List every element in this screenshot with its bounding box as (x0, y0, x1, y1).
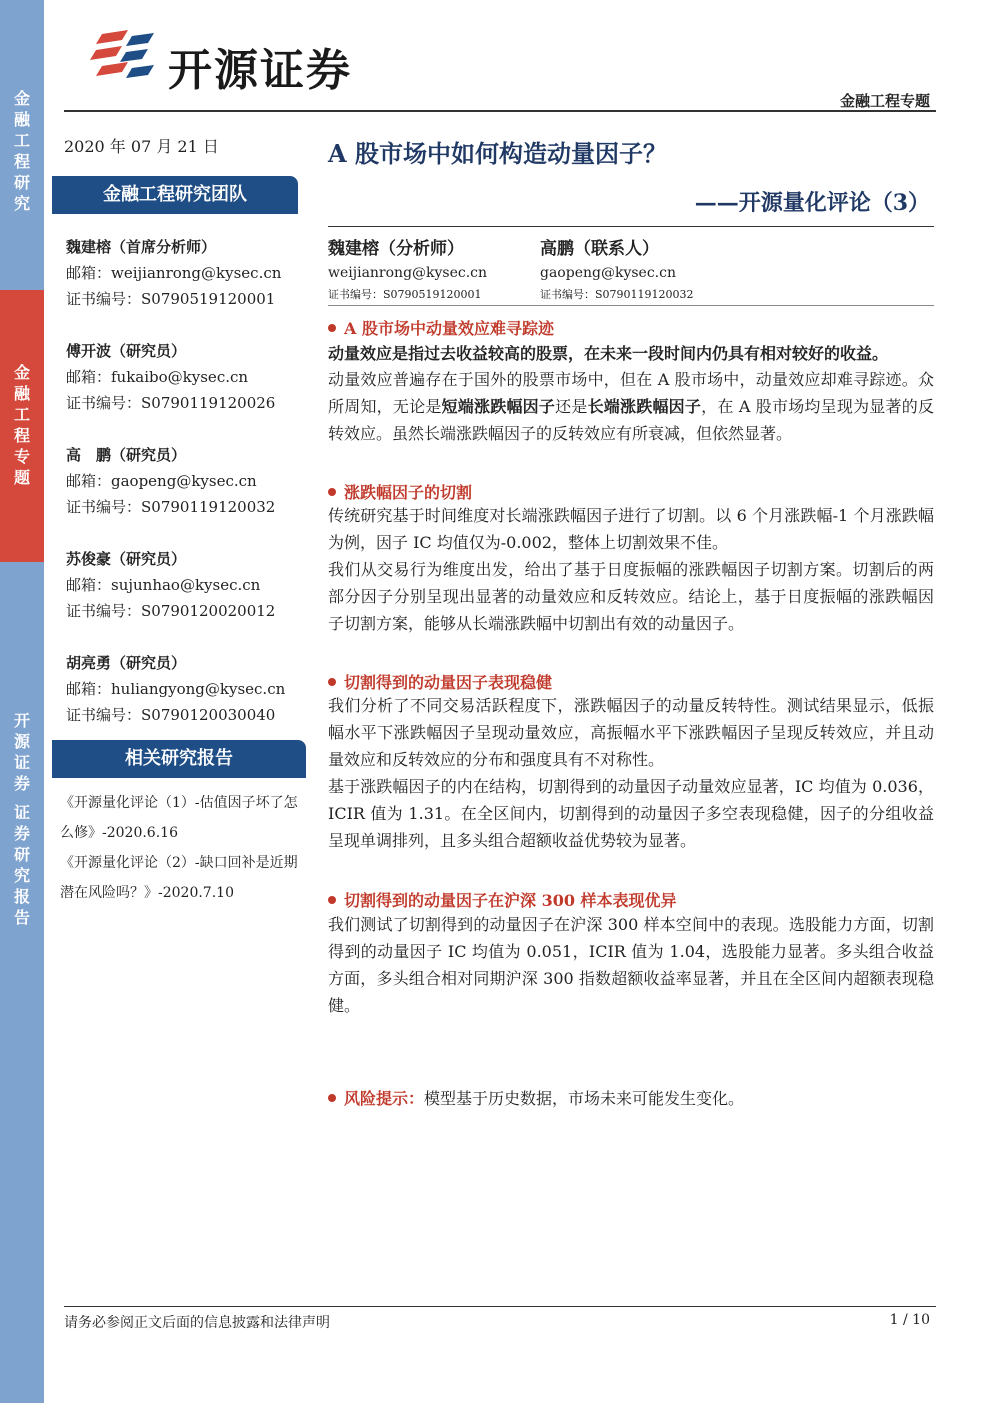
analyst-cert: 证书编号：S0790119120026 (66, 394, 276, 412)
bullet-dot-icon (328, 678, 336, 686)
analyst-card (66, 338, 275, 416)
highlight-term: 短端涨跌幅因子 (441, 397, 556, 416)
footer-disclaimer: 请务必参阅正文后面的信息披露和法律声明 (64, 1315, 330, 1331)
analyst-cert: 证书编号：S0790119120032 (66, 498, 276, 516)
section-paragraph: 动量效应普遍存在于国外的股票市场中，但在 A 股市场中，动量效应却难寻踪迹。众所周知，无论是短端涨跌幅因子还是长端涨跌幅因子，在 A 股市场均呈现为显著的反转效应。虽然长端涨跌幅因子的反转效应有所衰减，但依然显著。 (328, 370, 934, 443)
analyst-cert: 证书编号：S0790120020012 (66, 602, 276, 620)
report-date: 2020 年 07 月 21 日 (64, 137, 219, 156)
sidebar-block-brand (0, 562, 44, 1403)
author-name: 魏建榕（分析师） (328, 239, 464, 259)
team-banner: 金融工程研究团队 (52, 176, 298, 214)
header-divider (64, 110, 936, 112)
section-heading: 切割得到的动量因子在沪深 300 样本表现优异 (328, 888, 677, 911)
analyst-name: 魏建榕（首席分析师） (66, 238, 217, 256)
author-email[interactable]: weijianrong@kysec.cn (328, 265, 488, 281)
analyst-cert: 证书编号：S0790120030040 (66, 706, 276, 724)
related-report-link[interactable]: 《开源量化评论（1）-估值因子坏了怎么修》-2020.6.16 (60, 795, 298, 841)
section-heading: A 股市场中动量效应难寻踪迹 (328, 316, 554, 339)
section-paragraph: 我们测试了切割得到的动量因子在沪深 300 样本空间中的表现。选股能力方面，切割得到的动量因子 IC 均值为 0.051，ICIR 值为 1.04，选股能力显著。多头组合收益方面，多头组合相对同期沪深 300 指数超额收益率显著，并且在全区间内超额表现稳健。 (328, 915, 934, 1015)
footer-divider (64, 1306, 936, 1307)
sidebar-label-research: 金 融 工 程 研 究 (13, 89, 30, 213)
sidebar-block-topic (0, 290, 44, 562)
section-heading: 切割得到的动量因子表现稳健 (328, 670, 552, 693)
related-report-link[interactable]: 《开源量化评论（2）-缺口回补是近期潜在风险吗？》-2020.7.10 (60, 855, 298, 901)
section-heading: 涨跌幅因子的切割 (328, 480, 472, 503)
page-number: 1 / 10 (889, 1312, 930, 1328)
page-subtitle: ——开源量化评论（3） (694, 190, 930, 216)
analyst-name: 胡亮勇（研究员） (66, 654, 187, 672)
analyst-email[interactable]: 邮箱：sujunhao@kysec.cn (66, 576, 261, 594)
highlight-term: 长端涨跌幅因子 (587, 397, 702, 416)
sidebar-label-topic: 金 融 工 程 专 题 (13, 363, 30, 487)
bullet-dot-icon (328, 488, 336, 496)
author-cert: 证书编号：S0790519120001 (328, 288, 482, 301)
brand-logo-icon (88, 30, 160, 86)
risk-label: 风险提示： (344, 1089, 425, 1108)
section-paragraph: 传统研究基于时间维度对长端涨跌幅因子进行了切割。以 6 个月涨跌幅-1 个月涨跌幅为例，因子 IC 均值仅为-0.002，整体上切割效果不佳。 (328, 506, 934, 552)
analyst-card (66, 546, 275, 624)
author-block (328, 236, 487, 306)
section-paragraph: 基于涨跌幅因子的内在结构，切割得到的动量因子动量效应显著，IC 均值为 0.036，ICIR 值为 1.31。在全区间内，切割得到的动量因子多空表现稳健，因子的分组收益呈现单调排列，且多头组合超额收益优势较为显著。 (328, 777, 934, 850)
analyst-card (66, 234, 281, 312)
risk-note (328, 1086, 744, 1109)
author-email[interactable]: gaopeng@kysec.cn (540, 265, 676, 281)
analyst-name: 傅开波（研究员） (66, 342, 187, 360)
report-type-label: 金融工程专题 (839, 92, 930, 110)
bullet-dot-icon (328, 896, 336, 904)
analyst-card (66, 442, 275, 520)
author-name: 高鹏（联系人） (540, 239, 659, 259)
analyst-email[interactable]: 邮箱：gaopeng@kysec.cn (66, 472, 257, 490)
bullet-dot-icon (328, 1094, 336, 1102)
page-title: A 股市场中如何构造动量因子？ (328, 139, 667, 168)
analyst-cert: 证书编号：S0790519120001 (66, 290, 276, 308)
section-lead: 动量效应是指过去收益较高的股票，在未来一段时间内仍具有相对较好的收益。 (328, 344, 889, 363)
brand-name: 开源证券 (168, 45, 352, 96)
analyst-email[interactable]: 邮箱：weijianrong@kysec.cn (66, 264, 282, 282)
authors-divider (328, 305, 934, 306)
risk-text: 模型基于历史数据，市场未来可能发生变化。 (424, 1089, 745, 1108)
section-paragraph: 我们分析了不同交易活跃程度下，涨跌幅因子的动量反转特性。测试结果显示，低振幅水平下涨跌幅因子呈现动量效应，高振幅水平下涨跌幅因子呈现反转效应，并且动量效应和反转效应的分布和强度具有不对称性。 (328, 696, 934, 769)
analyst-name: 高 鹏（研究员） (66, 446, 187, 464)
analyst-email[interactable]: 邮箱：huliangyong@kysec.cn (66, 680, 286, 698)
related-reports-banner: 相关研究报告 (52, 740, 306, 778)
sidebar-block-research (0, 0, 44, 290)
author-cert: 证书编号：S0790119120032 (540, 288, 694, 301)
author-block (540, 236, 694, 306)
bullet-dot-icon (328, 324, 336, 332)
analyst-card (66, 650, 285, 728)
section-paragraph: 我们从交易行为维度出发，给出了基于日度振幅的涨跌幅因子切割方案。切割后的两部分因子分别呈现出显著的动量效应和反转效应。结论上，基于日度振幅的涨跌幅因子切割方案，能够从长端涨跌幅中切割出有效的动量因子。 (328, 560, 934, 633)
analyst-email[interactable]: 邮箱：fukaibo@kysec.cn (66, 368, 249, 386)
title-divider (328, 226, 934, 227)
analyst-name: 苏俊豪（研究员） (66, 550, 187, 568)
sidebar-label-brand: 开 源 证 券 证 券 研 究 报 告 (13, 711, 30, 927)
